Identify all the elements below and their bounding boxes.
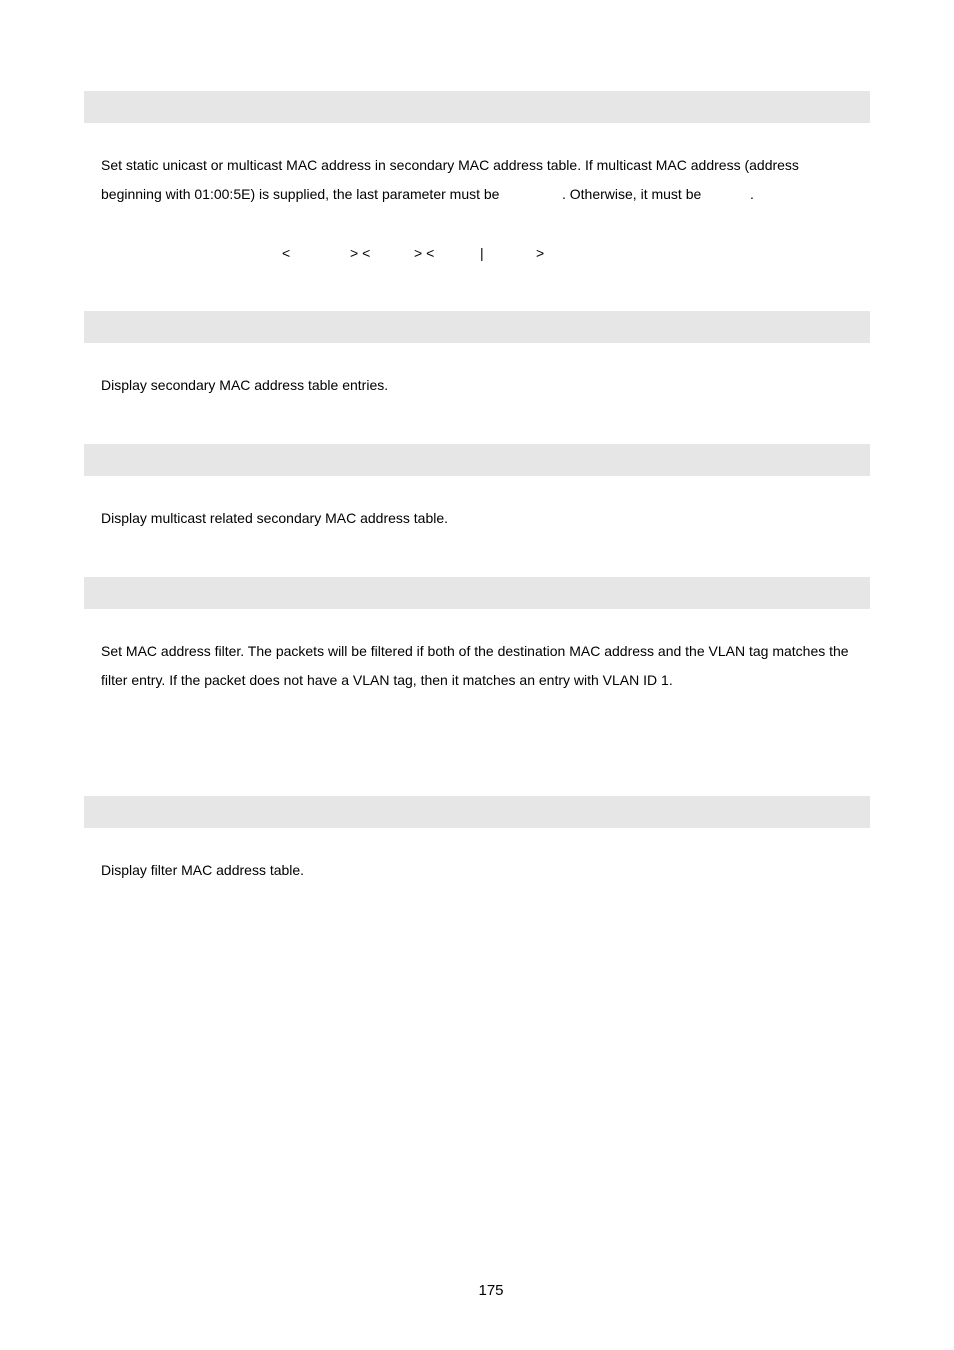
section-description-line2: filter entry. If the packet does not have a VLAN tag, then it matches an entry with VLAN ID 1. bbox=[101, 672, 673, 688]
section-header-bar bbox=[84, 311, 870, 343]
section-header-bar bbox=[84, 91, 870, 123]
section-description: Set static unicast or multicast MAC address in secondary MAC address table. If multicast MAC address (address bbox=[101, 157, 799, 173]
section-header-bar bbox=[84, 577, 870, 609]
section-description-line2-part2: . Otherwise, it must be bbox=[562, 186, 702, 202]
section-description: Set MAC address filter. The packets will be filtered if both of the destination MAC address and the VLAN tag matches the bbox=[101, 643, 849, 659]
section-description: Display secondary MAC address table entries. bbox=[101, 377, 389, 393]
syntax-symbol: > bbox=[536, 245, 545, 261]
page-number: 175 bbox=[478, 1282, 504, 1299]
syntax-symbol: > < bbox=[414, 245, 435, 261]
syntax-symbol: > < bbox=[350, 245, 371, 261]
section-description-line2-part3: . bbox=[750, 186, 754, 202]
section-description: Display filter MAC address table. bbox=[101, 862, 305, 878]
syntax-symbol: | bbox=[480, 245, 484, 261]
syntax-symbol: < bbox=[282, 245, 291, 261]
section-header-bar bbox=[84, 444, 870, 476]
section-header-bar bbox=[84, 796, 870, 828]
section-description-line2-part1: beginning with 01:00:5E) is supplied, the last parameter must be bbox=[101, 186, 500, 202]
section-description: Display multicast related secondary MAC address table. bbox=[101, 510, 449, 526]
